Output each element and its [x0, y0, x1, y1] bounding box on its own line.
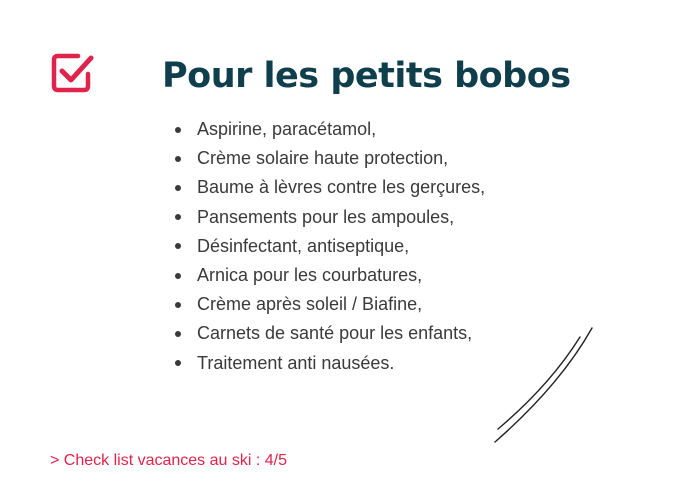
list-item [174, 290, 485, 319]
list-item-label: Pansements pour les ampoules, [197, 206, 455, 227]
list-item-label: Traitement anti nausées. [197, 352, 395, 373]
bullet-icon [175, 214, 181, 220]
bullet-icon [175, 243, 181, 249]
bullet-icon [175, 302, 181, 308]
list-item [174, 144, 485, 173]
footer-link[interactable]: > Check list vacances au ski : 4/5 [50, 452, 287, 469]
list-item [174, 115, 485, 144]
bullet-icon [175, 127, 181, 133]
list-item-label: Carnets de santé pour les enfants, [197, 323, 473, 344]
bullet-icon [175, 185, 181, 191]
list-item [174, 232, 485, 261]
decorative-lines [490, 325, 600, 447]
list-item-label: Crème après soleil / Biafine, [197, 294, 423, 315]
checklist [174, 115, 485, 378]
bullet-icon [175, 360, 181, 366]
list-item [174, 173, 485, 202]
list-item-label: Arnica pour les courbatures, [197, 264, 423, 285]
list-item-label: Désinfectant, antiseptique, [197, 235, 410, 256]
list-item [174, 319, 485, 348]
list-item [174, 349, 485, 378]
check-icon [50, 52, 94, 94]
list-item [174, 261, 485, 290]
list-item [174, 203, 485, 232]
page-title: Pour les petits bobos [162, 56, 571, 96]
list-item-label: Aspirine, paracétamol, [197, 119, 377, 139]
list-item-label: Baume à lèvres contre les gerçures, [197, 177, 486, 198]
bullet-icon [175, 156, 181, 162]
bullet-icon [175, 273, 181, 279]
list-item-label: Crème solaire haute protection, [197, 148, 449, 169]
bullet-icon [175, 331, 181, 337]
